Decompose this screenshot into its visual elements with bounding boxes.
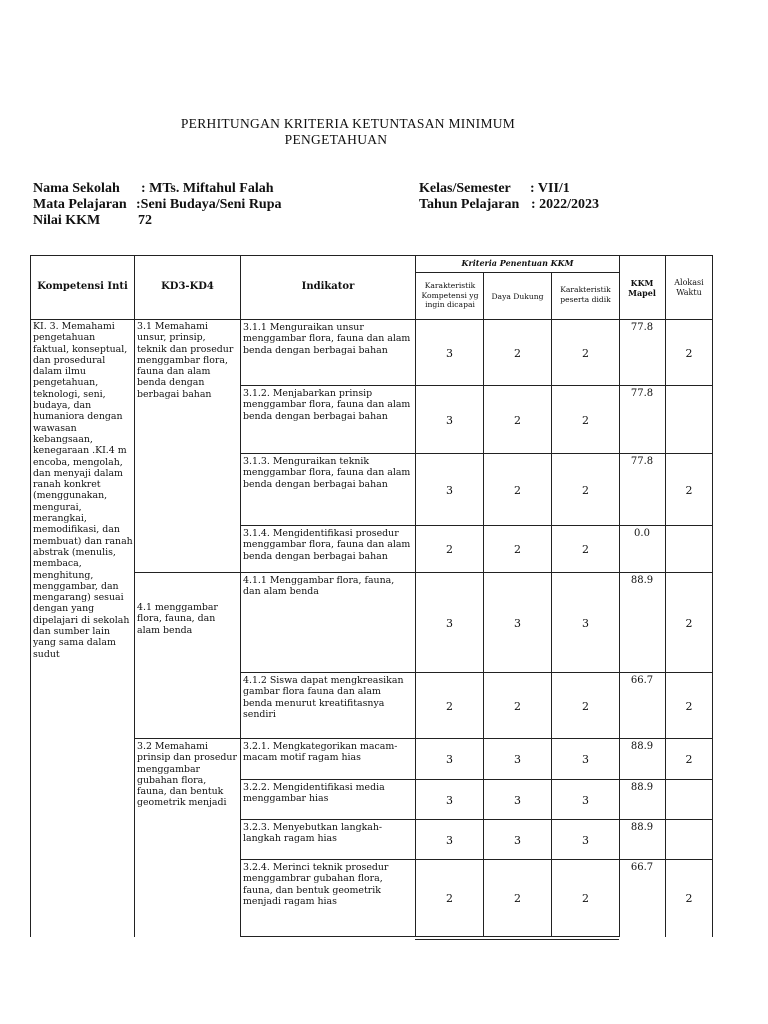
indikator-text: 3.2.3. Menyebutkan langkah-langkah ragam hias <box>243 822 383 845</box>
karakteristik-peserta-value: 2 <box>582 700 589 713</box>
kelas-label: Kelas/Semester <box>419 181 511 196</box>
kkm-mapel-value: 66.7 <box>630 675 654 686</box>
kkm-mapel-value: 88.9 <box>630 575 654 586</box>
indikator-text: 3.2.4. Merinci teknik prosedur menggambrar gubahan flora, fauna, dan bentuk geometrik menjadi ragam hias <box>243 862 389 907</box>
kkm-mapel-value: 88.9 <box>630 741 654 752</box>
tahun-label: Tahun Pelajaran <box>419 197 520 212</box>
kkm-mapel-value: 88.9 <box>630 822 654 833</box>
header-kriteria: Kriteria Penentuan KKM <box>461 258 574 268</box>
header-kompetensi-inti: Kompetensi Inti <box>37 281 128 292</box>
kkm-mapel-value: 77.8 <box>630 388 654 399</box>
mapel-value: :Seni Budaya/Seni Rupa <box>136 197 282 212</box>
karakteristik-kompetensi-value: 3 <box>446 484 453 497</box>
indikator-text: 4.1.1 Menggambar flora, fauna, dan alam benda <box>243 575 395 598</box>
daya-dukung-value: 2 <box>514 347 521 360</box>
daya-dukung-value: 2 <box>514 484 521 497</box>
daya-dukung-value: 2 <box>514 414 521 427</box>
indikator-text: 3.1.1 Menguraikan unsur menggambar flora, fauna dan alam benda dengan berbagai bahan <box>243 322 411 356</box>
alokasi-waktu-value: 2 <box>685 700 693 713</box>
karakteristik-peserta-value: 3 <box>582 794 589 807</box>
karakteristik-kompetensi-value: 3 <box>446 834 453 847</box>
karakteristik-peserta-value: 2 <box>582 892 589 905</box>
ki-text: KI. 3. Memahami pengetahuan faktual, konseptual, dan prosedural dalam ilmu pengetahuan, teknologi, seni, budaya, dan humaniora dengan wawasan kebangsaan, kenegaraan .KI.4 m encoba, mengolah, dan menyaji dalam ranah konkret (menggunakan, mengurai, merangkai, memodifikasi, dan membuat) dan ranah abstrak (menulis, membaca, menghitung, menggambar, dan mengarang) sesuai dengan yang dipelajari di sekolah dan sumber lain yang sama dalam sudut <box>33 321 133 660</box>
karakteristik-peserta-value: 2 <box>582 347 589 360</box>
karakteristik-kompetensi-value: 3 <box>446 347 453 360</box>
karakteristik-kompetensi-value: 2 <box>446 700 453 713</box>
alokasi-waktu-value: 2 <box>685 892 693 905</box>
kelas-value: : VII/1 <box>530 181 570 196</box>
tahun-value: : 2022/2023 <box>531 197 600 212</box>
alokasi-waktu-value: 2 <box>685 347 693 360</box>
daya-dukung-value: 3 <box>514 753 521 766</box>
indikator-text: 3.1.4. Mengidentifikasi prosedur menggambar flora, fauna dan alam benda dengan berbagai bahan <box>243 528 411 562</box>
sekolah-label: Nama Sekolah <box>33 181 120 196</box>
karakteristik-kompetensi-value: 2 <box>446 892 453 905</box>
nilai-label: Nilai KKM <box>33 213 101 228</box>
nilai-value: 72 <box>138 213 152 228</box>
document-title: PERHITUNGAN KRITERIA KETUNTASAN MINIMUM <box>180 116 516 131</box>
daya-dukung-value: 2 <box>514 543 521 556</box>
info-sekolah <box>33 181 274 197</box>
karakteristik-peserta-value: 3 <box>582 617 589 630</box>
indikator-text: 3.2.1. Mengkategorikan macam-macam motif ragam hias <box>243 741 398 764</box>
karakteristik-peserta-value: 2 <box>582 414 589 427</box>
daya-dukung-value: 3 <box>514 794 521 807</box>
header-kd: KD3-KD4 <box>161 281 214 292</box>
karakteristik-peserta-value: 3 <box>582 834 589 847</box>
header-indikator: Indikator <box>301 281 355 292</box>
karakteristik-kompetensi-value: 2 <box>446 543 453 556</box>
karakteristik-kompetensi-value: 3 <box>446 617 453 630</box>
header-karakteristik-peserta: Karakteristik peserta didik <box>560 285 611 304</box>
header-alokasi-waktu: Alokasi Waktu <box>674 278 704 297</box>
alokasi-waktu-value: 2 <box>685 617 693 630</box>
kkm-mapel-value: 77.8 <box>630 456 654 467</box>
info-mapel <box>33 197 282 213</box>
karakteristik-kompetensi-value: 3 <box>446 753 453 766</box>
document-subtitle: PENGETAHUAN <box>284 132 388 147</box>
kkm-mapel-value: 88.9 <box>630 782 654 793</box>
indikator-text: 4.1.2 Siswa dapat mengkreasikan gambar flora fauna dan alam benda menurut kreatifitasnya sendiri <box>243 675 404 720</box>
indikator-text: 3.2.2. Mengidentifikasi media menggambar hias <box>243 782 385 805</box>
karakteristik-kompetensi-value: 3 <box>446 414 453 427</box>
indikator-text: 3.1.2. Menjabarkan prinsip menggambar flora, fauna dan alam benda dengan berbagai bahan <box>243 388 411 422</box>
info-nilai <box>33 213 152 229</box>
daya-dukung-value: 2 <box>514 892 521 905</box>
kkm-mapel-value: 77.8 <box>630 322 654 333</box>
header-kkm-mapel: KKM Mapel <box>628 278 656 298</box>
header-daya-dukung: Daya Dukung <box>491 292 544 301</box>
alokasi-waktu-value: 2 <box>685 753 693 766</box>
kd-4-1: 4.1 menggambar flora, fauna, dan alam benda <box>137 602 218 636</box>
info-kelas <box>419 181 570 197</box>
daya-dukung-value: 3 <box>514 834 521 847</box>
kd-3-1: 3.1 Memahami unsur, prinsip, teknik dan prosedur menggambar flora, fauna dan alam benda dengan berbagai bahan <box>137 321 234 400</box>
karakteristik-peserta-value: 3 <box>582 753 589 766</box>
mapel-label: Mata Pelajaran <box>33 197 127 212</box>
karakteristik-peserta-value: 2 <box>582 543 589 556</box>
indikator-text: 3.1.3. Menguraikan teknik menggambar flora, fauna dan alam benda dengan berbagai bahan <box>243 456 411 490</box>
header-karakteristik-kompetensi: Karakteristik Kompetensi yg ingin dicapai <box>421 281 479 309</box>
karakteristik-peserta-value: 2 <box>582 484 589 497</box>
daya-dukung-value: 2 <box>514 700 521 713</box>
karakteristik-kompetensi-value: 3 <box>446 794 453 807</box>
daya-dukung-value: 3 <box>514 617 521 630</box>
info-tahun <box>419 197 600 213</box>
kd-3-2: 3.2 Memahami prinsip dan prosedur menggambar gubahan flora, fauna, dan bentuk geometrik menjadi <box>137 741 237 809</box>
kkm-mapel-value: 0.0 <box>634 528 650 539</box>
alokasi-waktu-value: 2 <box>685 484 693 497</box>
kkm-mapel-value: 66.7 <box>630 862 654 873</box>
sekolah-value: : MTs. Miftahul Falah <box>141 181 274 196</box>
